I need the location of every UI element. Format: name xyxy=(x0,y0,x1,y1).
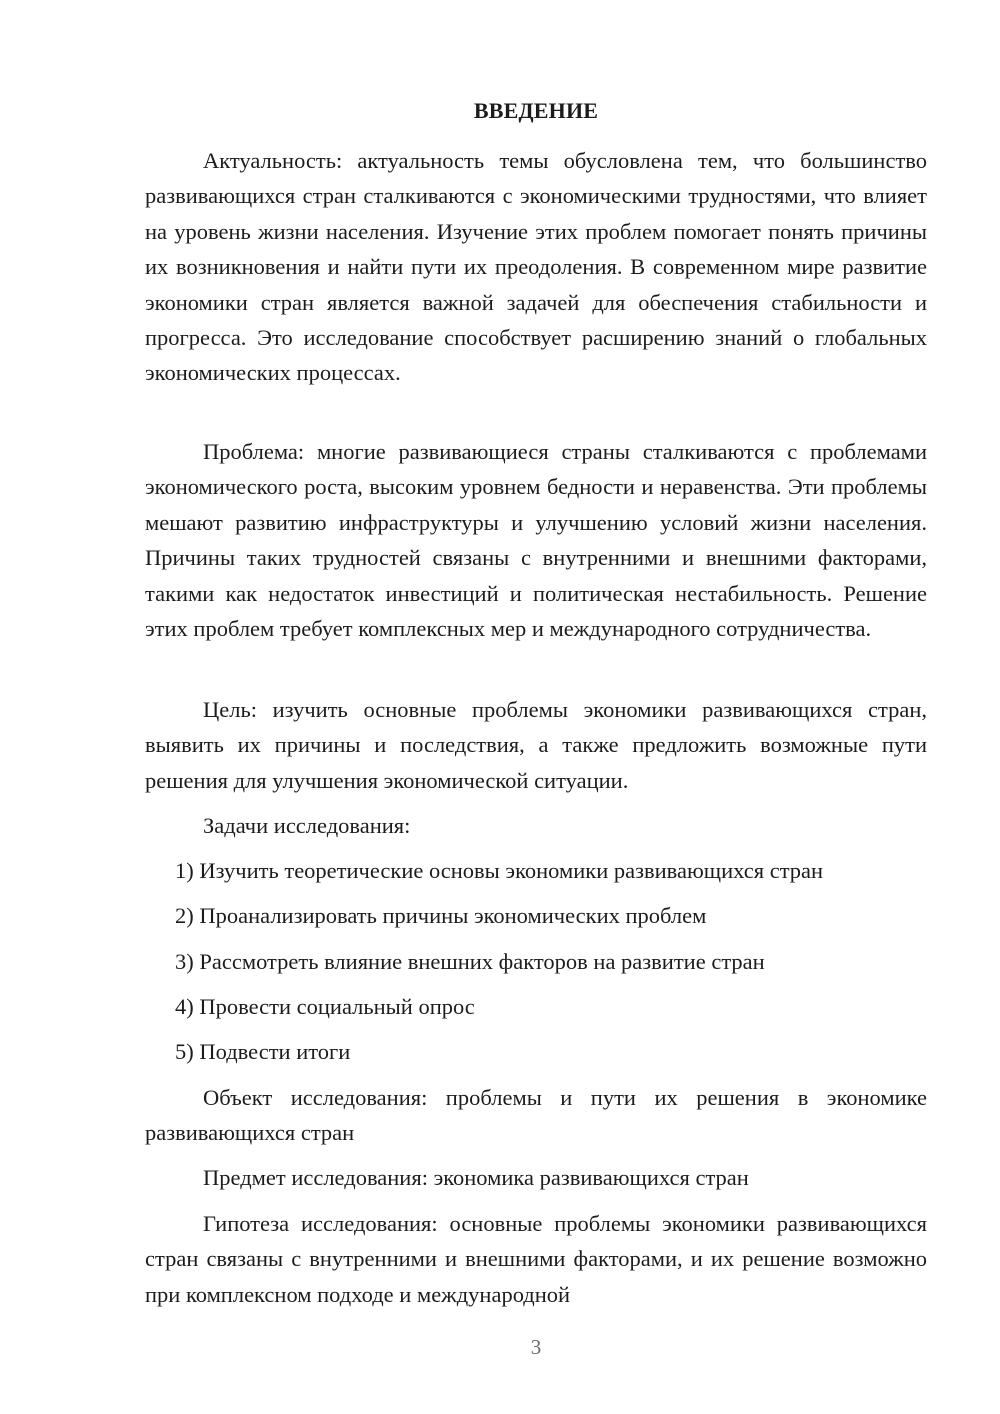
page-number: 3 xyxy=(530,1335,542,1359)
object-paragraph: Объект исследования: проблемы и пути их решения в экономике развивающихся стран xyxy=(145,1085,927,1146)
tasks-heading: Задачи исследования: xyxy=(203,813,411,838)
list-item: 1) Изучить теоретические основы экономики развивающихся стран xyxy=(175,858,824,883)
list-item: 4) Провести социальный опрос xyxy=(175,994,475,1019)
subject-paragraph: Предмет исследования: экономика развивающихся стран xyxy=(203,1165,749,1190)
hypothesis-paragraph: Гипотеза исследования: основные проблемы экономики развивающихся стран связаны с внутренними и внешними факторами, и их решение возможно при комплексном подходе и международной xyxy=(145,1211,927,1307)
list-item: 2) Проанализировать причины экономических проблем xyxy=(175,903,707,928)
list-item: 5) Подвести итоги xyxy=(175,1039,351,1064)
goal-paragraph: Цель: изучить основные проблемы экономики развивающихся стран, выявить их причины и последствия, а также предложить возможные пути решения для улучшения экономической ситуации. xyxy=(145,697,927,793)
relevance-paragraph: Актуальность: актуальность темы обусловлена тем, что большинство развивающихся стран сталкиваются с экономическими трудностями, что влияет на уровень жизни населения. Изучение этих проблем помогает понять причины их возникновения и найти пути их преодоления. В современном мире развитие экономики стран является важной задачей для обеспечения стабильности и прогресса. Это исследование способствует расширению знаний о глобальных экономических процессах. xyxy=(145,148,927,386)
page-title: ВВЕДЕНИЕ xyxy=(473,98,599,123)
list-item: 3) Рассмотреть влияние внешних факторов на развитие стран xyxy=(175,949,765,974)
problem-paragraph: Проблема: многие развивающиеся страны сталкиваются с проблемами экономического роста, высоким уровнем бедности и неравенства. Эти проблемы мешают развитию инфраструктуры и улучшению условий жизни населения. Причины таких трудностей связаны с внутренними и внешними факторами, такими как недостаток инвестиций и политическая нестабильность. Решение этих проблем требует комплексных мер и международного сотрудничества. xyxy=(145,439,927,642)
